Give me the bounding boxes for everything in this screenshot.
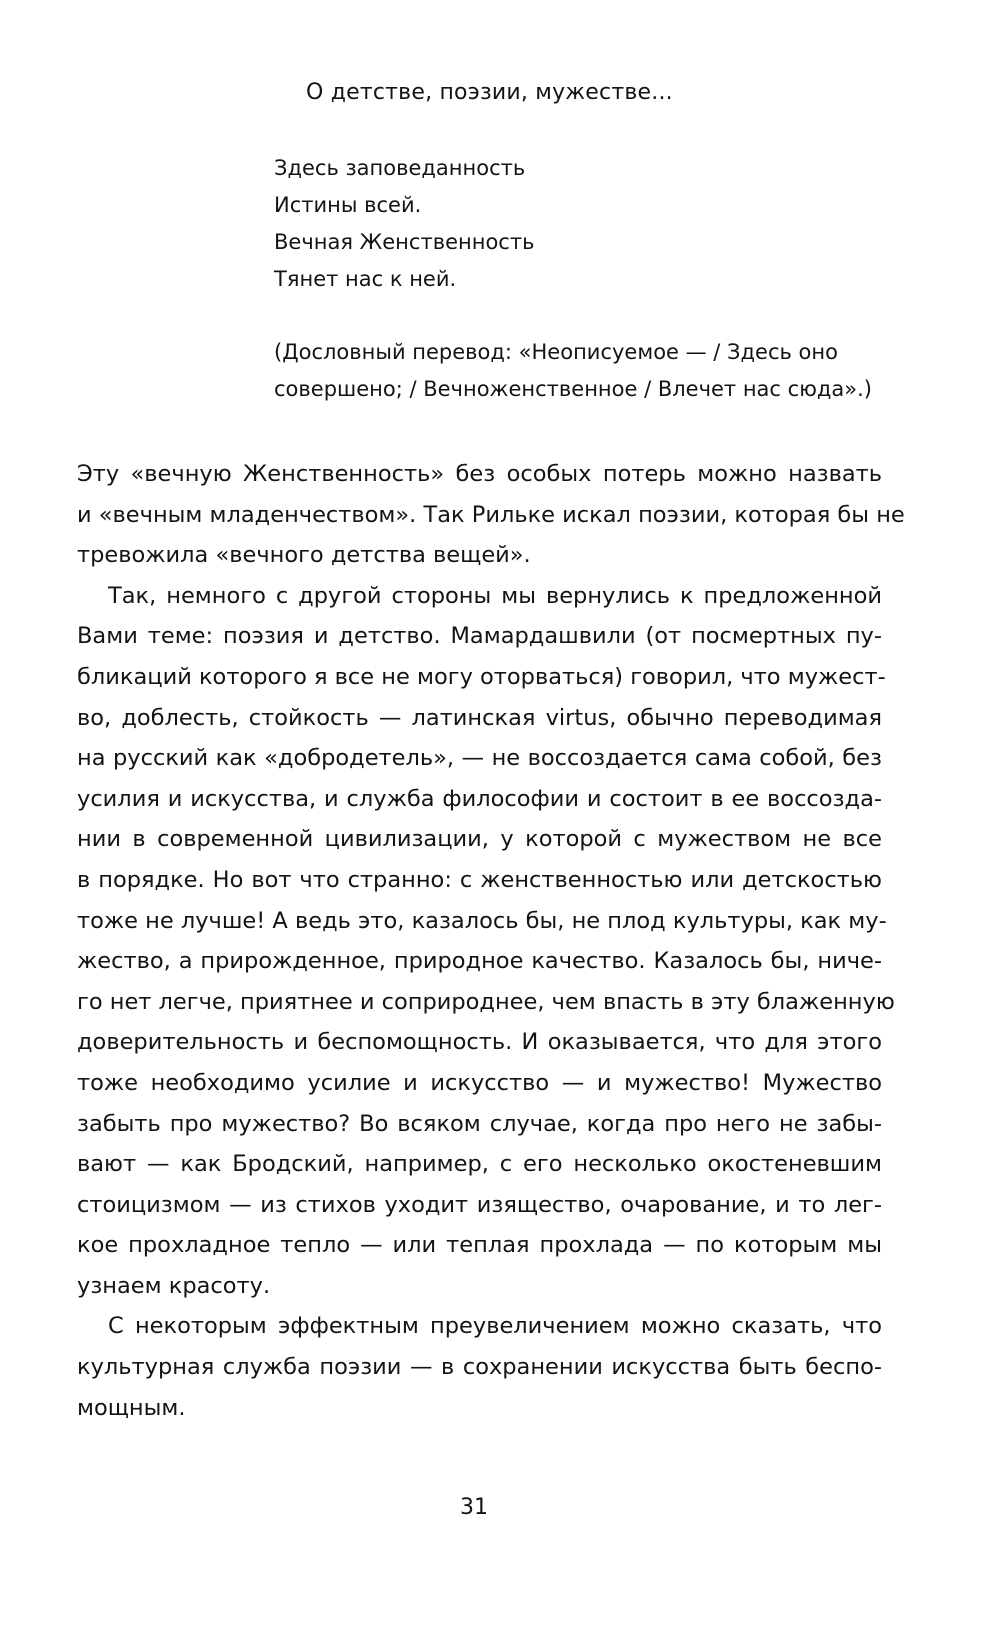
running-head: О детстве, поэзии, мужестве...: [306, 80, 673, 105]
poem-line: Здесь заповеданность: [274, 156, 526, 180]
text-line: вают — как Бродский, например, с его несколько окостеневшим: [77, 1151, 882, 1178]
text-line: Так, немного с другой стороны мы вернулись к предложенной: [108, 582, 882, 609]
page-number: 31: [460, 1495, 488, 1520]
text-line: кое прохладное тепло — или теплая прохлада — по которым мы: [77, 1232, 882, 1259]
text-line: го нет легче, приятнее и соприроднее, чем впасть в эту блаженную: [77, 988, 895, 1015]
literal-translation-note: [274, 334, 872, 408]
translation-line: совершено; / Вечноженственное / Влечет нас сюда».): [274, 377, 872, 401]
text-line: нии в современной цивилизации, у которой с мужеством не все: [77, 826, 882, 853]
text-line: доверительность и беспомощность. И оказывается, что для этого: [77, 1029, 882, 1056]
poem-line: Вечная Женственность: [274, 230, 535, 254]
text-line: и «вечным младенчеством». Так Рильке искал поэзии, которая бы не: [77, 501, 905, 528]
text-line: забыть про мужество? Во всяком случае, когда про него не забы-: [77, 1110, 882, 1137]
text-line: во, доблесть, стойкость — латинская virtus, обычно переводимая: [77, 704, 882, 731]
body-text: [77, 454, 905, 1428]
text-line: в порядке. Но вот что странно: с женственностью или детскостью: [77, 866, 882, 893]
poem-line: Тянет нас к ней.: [274, 267, 457, 291]
text-line: Эту «вечную Женственность» без особых потерь можно назвать: [77, 461, 882, 487]
text-line: тоже не лучше! А ведь это, казалось бы, не плод культуры, как му-: [77, 907, 887, 934]
text-line: усилия и искусства, и служба философии и состоит в ее воссозда-: [77, 785, 882, 812]
text-line: бликаций которого я все не могу оторваться) говорил, что мужест-: [77, 663, 886, 690]
text-line: мощным.: [77, 1394, 186, 1421]
translation-line: (Дословный перевод: «Неописуемое — / Здесь оно: [274, 340, 838, 364]
text-line: культурная служба поэзии — в сохранении искусства быть беспо-: [77, 1354, 882, 1381]
text-line: на русский как «добродетель», — не воссоздается сама собой, без: [77, 745, 882, 772]
poem-line: Истины всей.: [274, 193, 422, 217]
text-line: жество, а прирожденное, природное качество. Казалось бы, ниче-: [77, 948, 882, 975]
text-line: С некоторым эффектным преувеличением можно сказать, что: [108, 1313, 882, 1340]
text-line: тоже необходимо усилие и искусство — и мужество! Мужество: [77, 1069, 882, 1096]
text-line: стоицизмом — из стихов уходит изящество, очарование, и то лег-: [77, 1191, 882, 1218]
poem-stanza: [274, 150, 534, 298]
text-line: тревожила «вечного детства вещей».: [77, 542, 531, 569]
text-line: Вами теме: поэзия и детство. Мамардашвили (от посмертных пу-: [77, 623, 882, 650]
text-line: узнаем красоту.: [77, 1272, 271, 1299]
